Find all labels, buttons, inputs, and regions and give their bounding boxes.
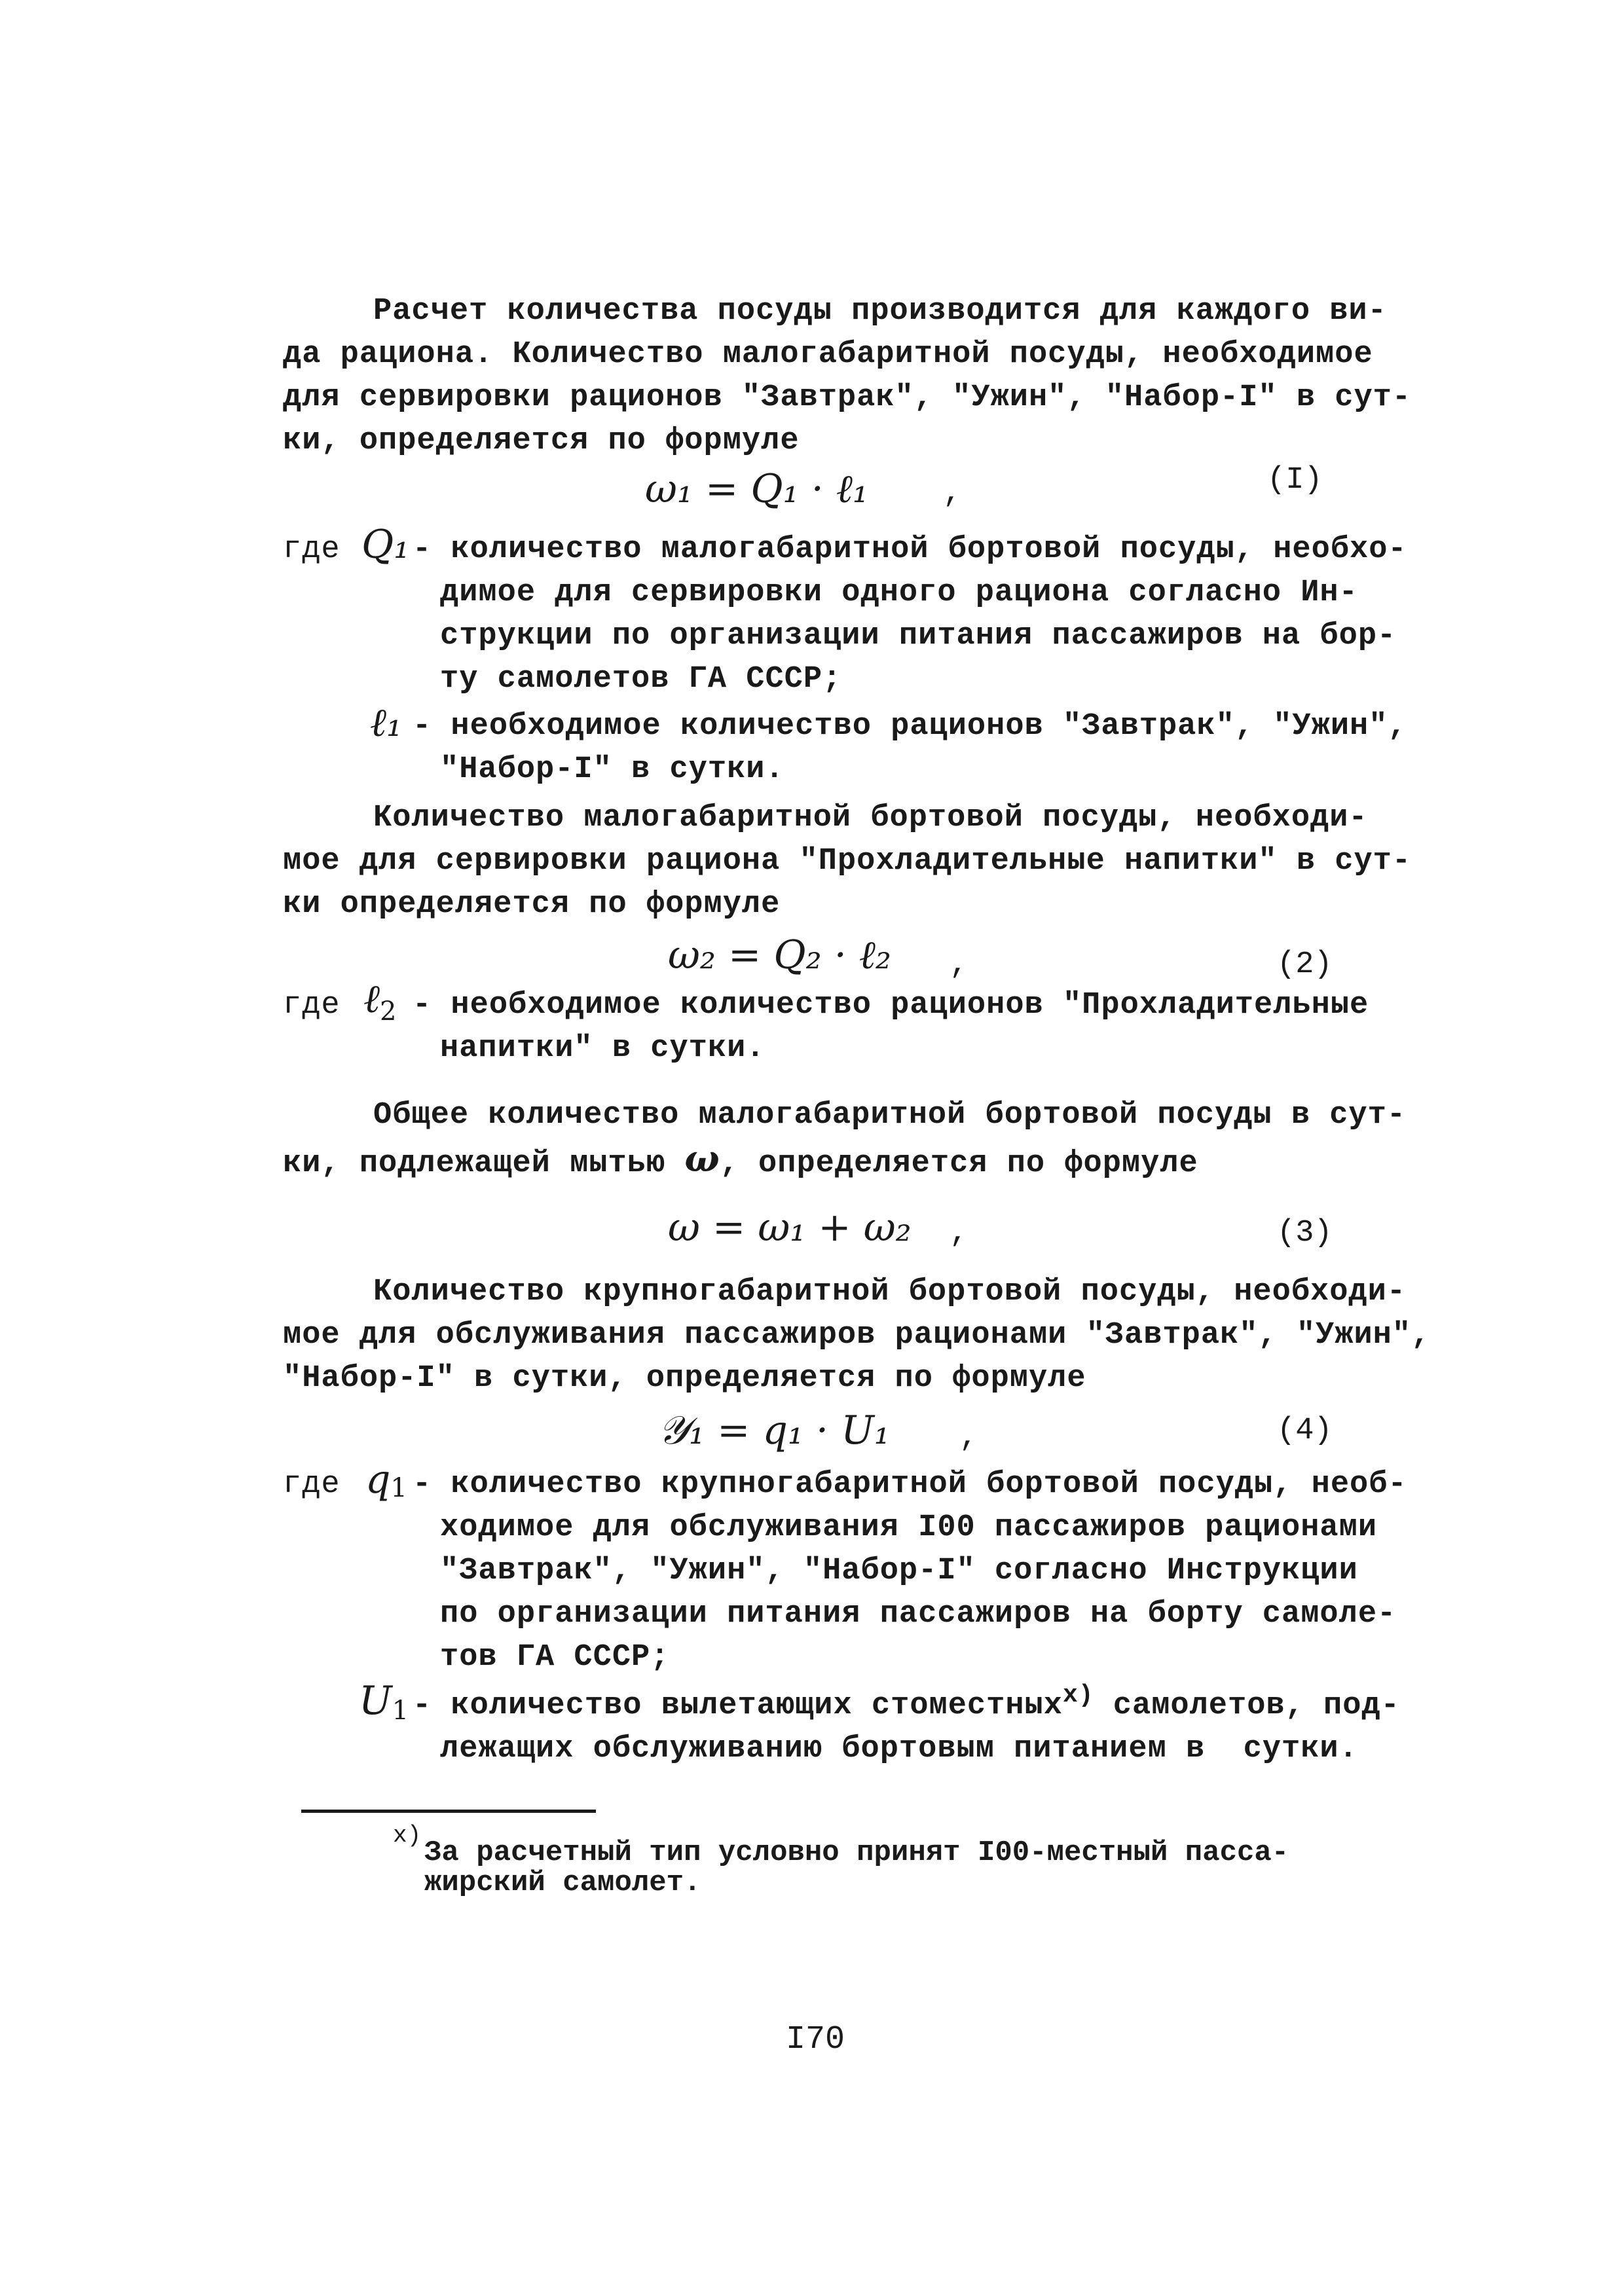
definition-line: - количество малогабаритной бортовой посуды, необхо- [413,532,1407,567]
definition-line: - необходимое количество рационов "Прохладительные [413,988,1369,1023]
definition-line: димое для сервировки одного рациона согласно Ин- [440,575,1358,610]
text-line: Общее количество малогабаритной бортовой посуды в сут- [373,1098,1407,1133]
formula: ω₂ = Q₂ · ℓ₂ [668,932,891,978]
formula: 𝒴₁ = q₁ · U₁ [658,1408,890,1453]
formula: ω = ω₁ + ω₂ [668,1205,912,1250]
footnote-reference: x) [1062,1681,1094,1709]
text-line: мое для сервировки рациона "Прохладительные напитки" в сут- [283,844,1412,879]
definition-line: по организации питания пассажиров на борту самоле- [440,1597,1397,1631]
equation-number: (I) [1267,463,1323,498]
text-line: ки определяется по формуле [283,887,781,922]
formula-comma: , [950,947,969,982]
definition-line: тов ГА СССР; [440,1640,670,1675]
formula-comma: , [959,1420,978,1455]
variable-symbol: U1 [359,1678,409,1726]
variable-symbol: ℓ₁ [370,700,403,746]
text-line: Количество крупногабаритной бортовой посуды, необходи- [373,1275,1407,1309]
equation-number: (3) [1277,1216,1333,1250]
where-label: где [283,532,341,567]
definition-line: лежащих обслуживанию бортовым питанием в сутки. [440,1732,1358,1766]
footnote-line: жирский самолет. [424,1867,701,1899]
definition-line: ту самолетов ГА СССР; [440,662,842,697]
definition-line: струкции по организации питания пассажиров на бор- [440,619,1397,653]
variable-symbol: Q₁ [361,522,410,568]
where-label: где [283,988,341,1023]
formula-comma: , [950,1216,969,1250]
text-line: ки, подлежащей мытью ω, определяется по формуле [283,1137,1198,1181]
text-line: Количество малогабаритной бортовой посуды, необходи- [373,801,1368,835]
text-line: "Набор-I" в сутки, определяется по формуле [283,1361,1086,1396]
definition-line: - количество вылетающих стоместных$^{x)}$ самолетов, под- [413,1681,1400,1723]
equation-number: (2) [1277,947,1333,982]
text-line: ки, определяется по формуле [283,424,800,458]
definition-line: - необходимое количество рационов "Завтрак", "Ужин", [413,709,1407,744]
definition-line: напитки" в сутки. [440,1031,766,1066]
definition-line: "Набор-I" в сутки. [440,752,784,787]
variable-symbol: ω [684,1137,720,1180]
page-number: I70 [786,2021,845,2058]
formula: ω₁ = Q₁ · ℓ₁ [645,466,868,512]
formula-comma: , [943,476,962,511]
footnote-marker: x) [393,1822,422,1849]
definition-line: - количество крупногабаритной бортовой посуды, необ- [413,1467,1407,1502]
text-line: мое для обслуживания пассажиров рационами "Завтрак", "Ужин", [283,1318,1431,1353]
footnote-divider [301,1810,596,1813]
equation-number: (4) [1277,1413,1333,1448]
definition-line: ходимое для обслуживания I00 пассажиров рационами [440,1510,1378,1545]
text-line: да рациона. Количество малогабаритной посуды, необходимое [283,337,1373,372]
footnote-line: За расчетный тип условно принят I00-местный пасса- [424,1836,1289,1869]
text-line: для сервировки рационов "Завтрак", "Ужин", "Набор-I" в сут- [283,380,1412,415]
text-line: Расчет количества посуды производится для каждого ви- [373,294,1387,329]
variable-symbol: q1 [365,1457,407,1503]
definition-line: "Завтрак", "Ужин", "Набор-I" согласно Инструкции [440,1554,1358,1588]
where-label: где [283,1467,341,1502]
variable-symbol: ℓ$_2$ [363,976,397,1027]
